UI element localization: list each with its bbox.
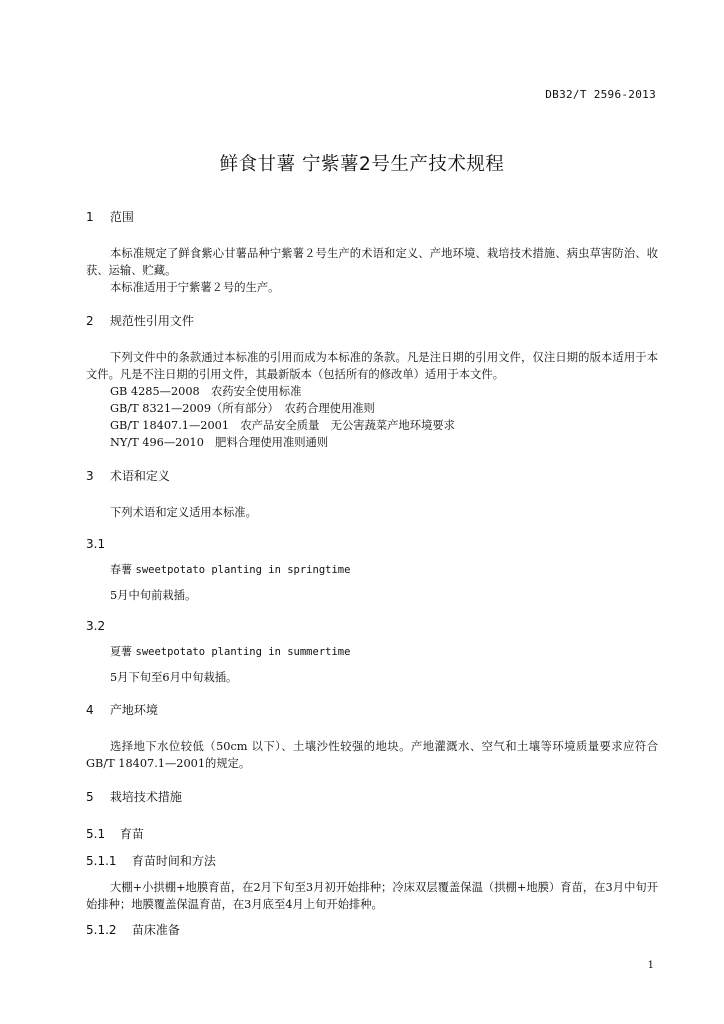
paragraph: 本标准适用于宁紫薯２号的生产。 bbox=[110, 281, 280, 294]
subsection-number: 5.1.1 bbox=[86, 854, 117, 868]
document-body bbox=[86, 208, 658, 948]
term-definition: 5月中旬前栽插。 bbox=[110, 589, 197, 602]
section-number: 3 bbox=[86, 469, 94, 483]
standard-code: DB32/T 2596-2013 bbox=[545, 88, 656, 101]
paragraph: 大棚+小拱棚+地膜育苗，在2月下旬至3月初开始排种；冷床双层覆盖保温（拱棚+地膜）育苗，在3月中旬开始排种；地膜覆盖保温育苗，在3月底至4月上旬开始排种。 bbox=[86, 881, 658, 911]
term-zh: 夏薯 bbox=[110, 645, 132, 658]
reference-item: GB/T 8321—2009（所有部分） 农药合理使用准则 bbox=[110, 402, 375, 415]
section-5-heading bbox=[86, 788, 658, 805]
reference-item: GB 4285—2008 农药安全使用标准 bbox=[110, 385, 302, 398]
section-title: 范围 bbox=[109, 210, 134, 224]
subsection-number: 5.1.2 bbox=[86, 923, 117, 937]
subsection-5-1-1-heading bbox=[86, 852, 658, 869]
term-en: sweetpotato planting in summertime bbox=[135, 646, 351, 658]
section-1-heading bbox=[86, 208, 658, 225]
subsection-title: 育苗时间和方法 bbox=[131, 854, 216, 868]
section-title: 栽培技术措施 bbox=[109, 790, 182, 804]
subsection-title: 苗床准备 bbox=[131, 923, 180, 937]
term-en: sweetpotato planting in springtime bbox=[135, 564, 351, 576]
reference-item: NY/T 496—2010 肥料合理使用准则通则 bbox=[110, 436, 329, 449]
page-number: 1 bbox=[647, 960, 654, 971]
term-zh: 春薯 bbox=[110, 563, 132, 576]
subsection-title: 育苗 bbox=[119, 827, 144, 841]
term-3-2 bbox=[86, 643, 658, 659]
document-title: 鲜食甘薯 宁紫薯2号生产技术规程 bbox=[219, 154, 505, 175]
section-number: 1 bbox=[86, 210, 94, 224]
subsection-5-1-2-heading bbox=[86, 921, 658, 938]
section-number: 5 bbox=[86, 790, 94, 804]
paragraph: 本标准规定了鲜食紫心甘薯品种宁紫薯２号生产的术语和定义、产地环境、栽培技术措施、病虫草害防治、收获、运输、贮藏。 bbox=[86, 247, 658, 277]
paragraph: 下列术语和定义适用本标准。 bbox=[110, 506, 257, 519]
section-title: 术语和定义 bbox=[109, 469, 170, 483]
section-number: 2 bbox=[86, 314, 94, 328]
reference-list bbox=[86, 383, 658, 451]
section-2-heading bbox=[86, 312, 658, 329]
paragraph: 下列文件中的条款通过本标准的引用而成为本标准的条款。凡是注日期的引用文件，仅注日期的版本适用于本文件。凡是不注日期的引用文件，其最新版本（包括所有的修改单）适用于本文件。 bbox=[86, 351, 658, 381]
section-title: 规范性引用文件 bbox=[109, 314, 194, 328]
section-4-heading bbox=[86, 701, 658, 718]
subsection-5-1-heading bbox=[86, 825, 658, 842]
term-3-1-number: 3.1 bbox=[86, 537, 106, 551]
reference-item: GB/T 18407.1—2001 农产品安全质量 无公害蔬菜产地环境要求 bbox=[110, 419, 455, 432]
term-3-2-number: 3.2 bbox=[86, 619, 106, 633]
term-3-1 bbox=[86, 561, 658, 577]
paragraph: 选择地下水位较低（50cm 以下）、土壤沙性较强的地块。产地灌溉水、空气和土壤等环境质量要求应符合GB/T 18407.1—2001的规定。 bbox=[86, 740, 658, 770]
section-number: 4 bbox=[86, 703, 94, 717]
section-title: 产地环境 bbox=[109, 703, 158, 717]
term-definition: 5月下旬至6月中旬栽插。 bbox=[110, 671, 238, 684]
subsection-number: 5.1 bbox=[86, 827, 106, 841]
section-3-heading bbox=[86, 467, 658, 484]
